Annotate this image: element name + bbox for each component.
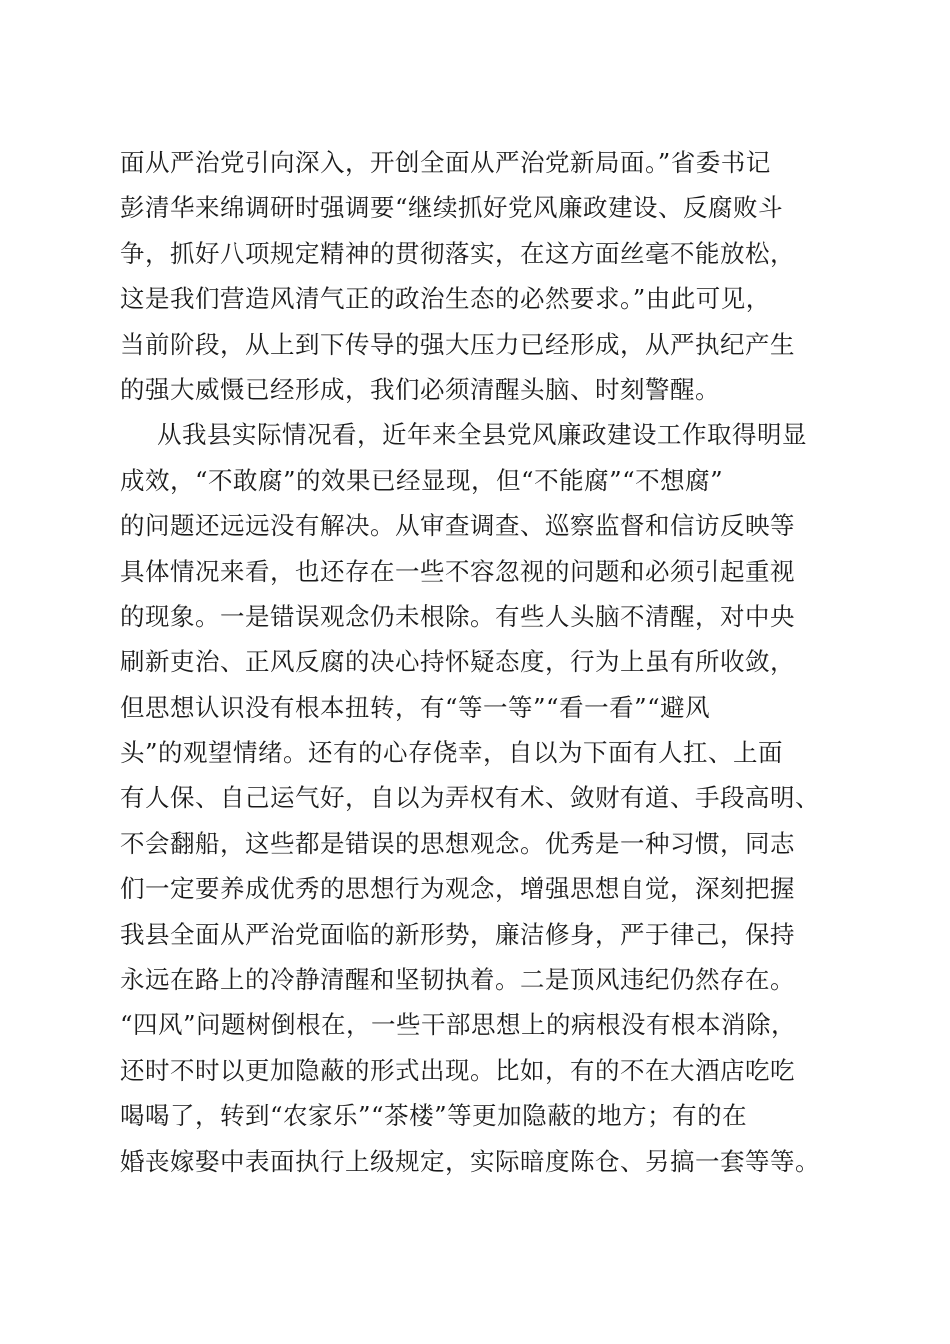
text-line: 永远在路上的冷静清醒和坚韧执着。二是顶风违纪仍然存在。 xyxy=(120,965,795,995)
paragraph-2 xyxy=(120,412,840,1184)
paragraph-1 xyxy=(120,140,840,412)
text-line: 但思想认识没有根本扭转，有“等一等”“看一看”“避风 xyxy=(120,692,711,722)
text-line: 的强大威慑已经形成，我们必须清醒头脑、时刻警醒。 xyxy=(120,374,720,404)
text-line: 有人保、自己运气好，自以为弄权有术、敛财有道、手段高明、 xyxy=(120,783,820,813)
text-line: 不会翻船，这些都是错误的思想观念。优秀是一种习惯，同志 xyxy=(120,828,795,858)
text-line: “四风”问题树倒根在，一些干部思想上的病根没有根本消除， xyxy=(120,1010,797,1040)
text-line: 喝喝了，转到“农家乐”“茶楼”等更加隐蔽的地方；有的在 xyxy=(120,1101,748,1131)
text-line: 从我县实际情况看，近年来全县党风廉政建设工作取得明显 xyxy=(157,420,807,450)
text-line: 们一定要养成优秀的思想行为观念，增强思想自觉，深刻把握 xyxy=(120,874,795,904)
body-text xyxy=(120,140,840,1184)
text-line: 婚丧嫁娶中表面执行上级规定，实际暗度陈仓、另搞一套等等。 xyxy=(120,1146,820,1176)
text-line: 的现象。一是错误观念仍未根除。有些人头脑不清醒，对中央 xyxy=(120,601,795,631)
text-line: 头”的观望情绪。还有的心存侥幸，自以为下面有人扛、上面 xyxy=(120,738,784,768)
text-line: 彭清华来绵调研时强调要“继续抓好党风廉政建设、反腐败斗 xyxy=(120,193,784,223)
text-line: 还时不时以更加隐蔽的形式出现。比如，有的不在大酒店吃吃 xyxy=(120,1055,795,1085)
text-line: 刷新吏治、正风反腐的决心持怀疑态度，行为上虽有所收敛， xyxy=(120,647,795,677)
text-line: 成效，“不敢腐”的效果已经显现，但“不能腐”“不想腐” xyxy=(120,465,724,495)
text-line: 我县全面从严治党面临的新形势，廉洁修身，严于律己，保持 xyxy=(120,919,795,949)
text-line: 面从严治党引向深入，开创全面从严治党新局面。”省委书记 xyxy=(120,148,771,177)
text-line: 的问题还远远没有解决。从审查调查、巡察监督和信访反映等 xyxy=(120,511,795,541)
text-line: 这是我们营造风清气正的政治生态的必然要求。”由此可见， xyxy=(120,284,771,314)
text-line: 争，抓好八项规定精神的贯彻落实，在这方面丝毫不能放松， xyxy=(120,238,795,268)
text-line: 具体情况来看，也还存在一些不容忽视的问题和必须引起重视 xyxy=(120,556,795,586)
text-line: 当前阶段，从上到下传导的强大压力已经形成，从严执纪产生 xyxy=(120,329,795,359)
